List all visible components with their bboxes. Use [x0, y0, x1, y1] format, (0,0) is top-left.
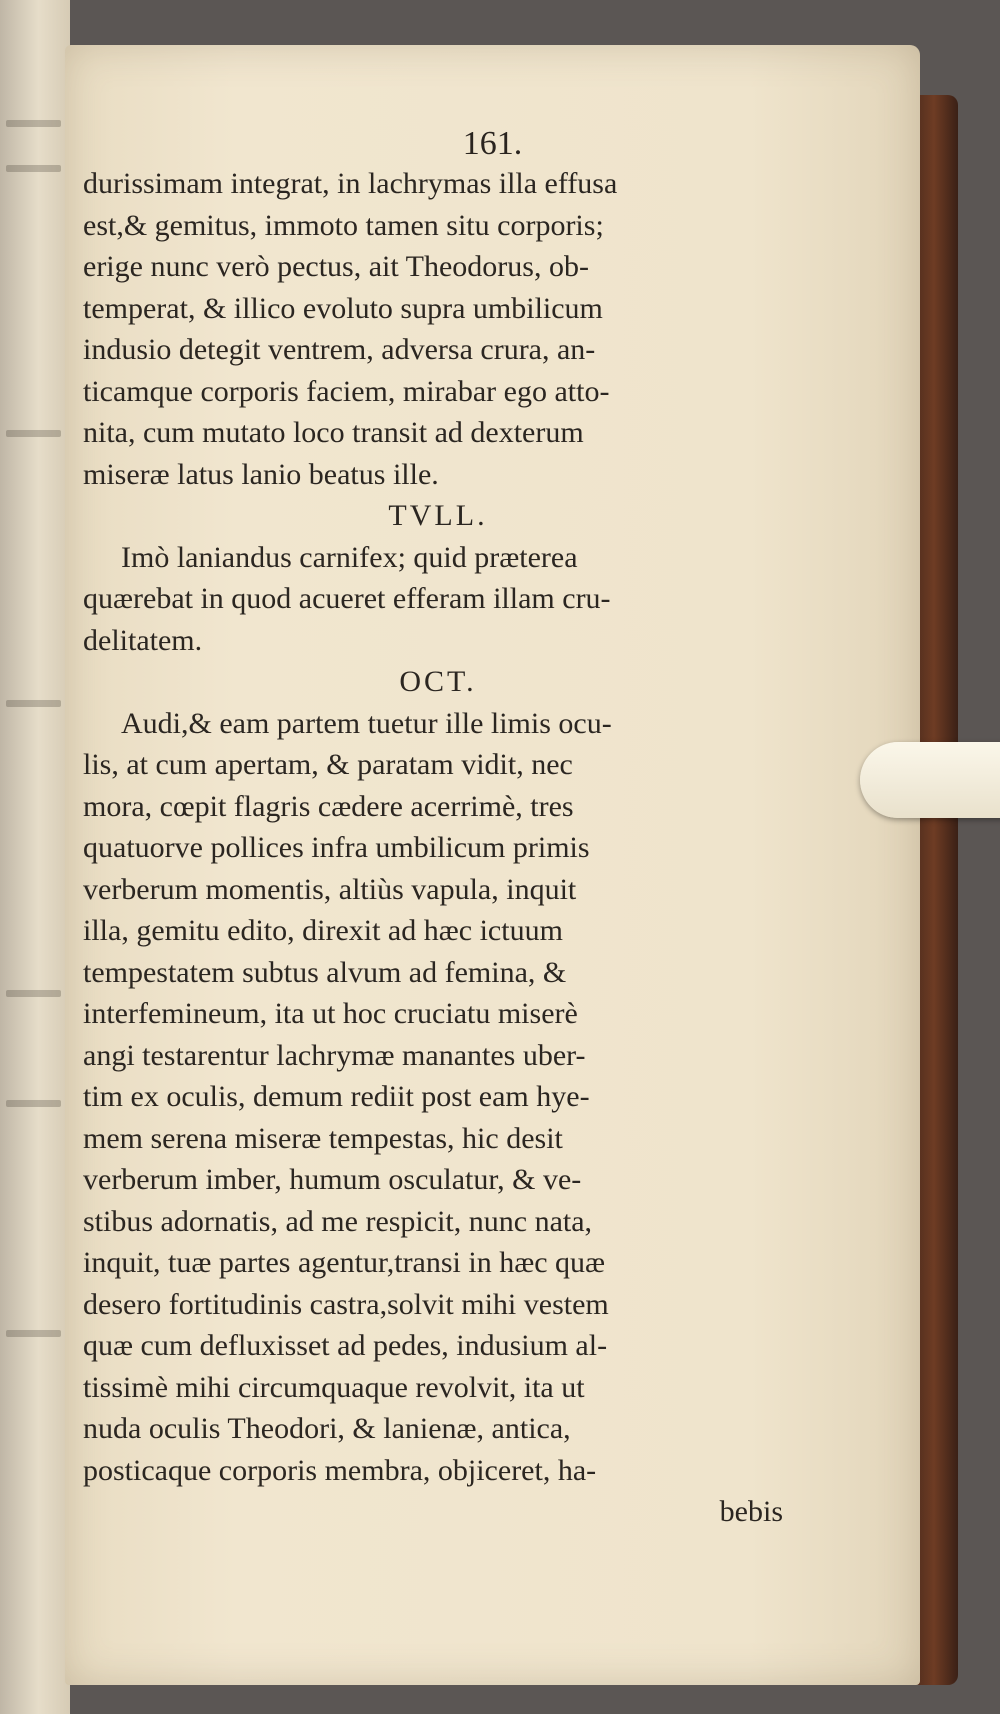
- text-line: stibus adornatis, ad me respicit, nunc nata,: [83, 1204, 593, 1238]
- text-line: lis, at cum apertam, & paratam vidit, nec: [83, 748, 573, 781]
- text-line: Imò laniandus carnifex; quid præterea: [121, 540, 578, 574]
- text-line: tissimè mihi circumquaque revolvit, ita ut: [83, 1370, 585, 1404]
- text-line: tempestatem subtus alvum ad femina, &: [83, 955, 567, 989]
- text-line: ticamque corporis faciem, mirabar ego atto-: [83, 374, 610, 408]
- text-line: inquit, tuæ partes agentur,transi in hæc quæ: [83, 1246, 606, 1279]
- text-line: mora, cœpit flagris cædere acerrimè, tres: [83, 789, 574, 823]
- text-line: quærebat in quod acueret efferam illam cru-: [83, 582, 611, 615]
- speaker-heading: OCT.: [399, 665, 477, 698]
- page-text: [83, 163, 793, 1533]
- catchword: bebis: [719, 1495, 783, 1528]
- text-line: Audi,& eam partem tuetur ille limis ocu-: [121, 706, 612, 740]
- text-line: illa, gemitu edito, direxit ad hæc ictuum: [83, 914, 563, 947]
- page-clip-holder: [860, 742, 1000, 818]
- facing-page-edge: [0, 0, 70, 1714]
- text-line: temperat, & illico evoluto supra umbilicum: [83, 291, 603, 325]
- speaker-heading: TVLL.: [388, 499, 488, 532]
- text-line: mem serena miseræ tempestas, hic desit: [83, 1121, 563, 1155]
- text-line: quæ cum defluxisset ad pedes, indusium al-: [83, 1329, 608, 1362]
- book-page: [65, 45, 920, 1685]
- text-line: verberum imber, humum osculatur, & ve-: [83, 1163, 582, 1196]
- text-line: angi testarentur lachrymæ manantes uber-: [83, 1038, 586, 1072]
- text-line: desero fortitudinis castra,solvit mihi vestem: [83, 1287, 609, 1321]
- text-line: nita, cum mutato loco transit ad dexterum: [83, 416, 584, 449]
- text-line: quatuorve pollices infra umbilicum primis: [83, 831, 590, 864]
- text-line: tim ex oculis, demum rediit post eam hye-: [83, 1080, 590, 1113]
- text-line: verberum momentis, altiùs vapula, inquit: [83, 872, 577, 906]
- text-line: nuda oculis Theodori, & lanienæ, antica,: [83, 1412, 571, 1445]
- page-number: 161.: [462, 125, 523, 162]
- text-line: est,& gemitus, immoto tamen situ corporis;: [83, 208, 604, 242]
- text-line: erige nunc verò pectus, ait Theodorus, ob-: [83, 250, 589, 283]
- text-line: miseræ latus lanio beatus ille.: [83, 457, 439, 491]
- text-line: durissimam integrat, in lachrymas illa effusa: [83, 167, 618, 200]
- text-line: interfemineum, ita ut hoc cruciatu miserè: [83, 997, 578, 1030]
- text-line: delitatem.: [83, 623, 203, 657]
- text-line: posticaque corporis membra, objiceret, ha-: [83, 1453, 597, 1487]
- text-line: indusio detegit ventrem, adversa crura, an-: [83, 333, 596, 366]
